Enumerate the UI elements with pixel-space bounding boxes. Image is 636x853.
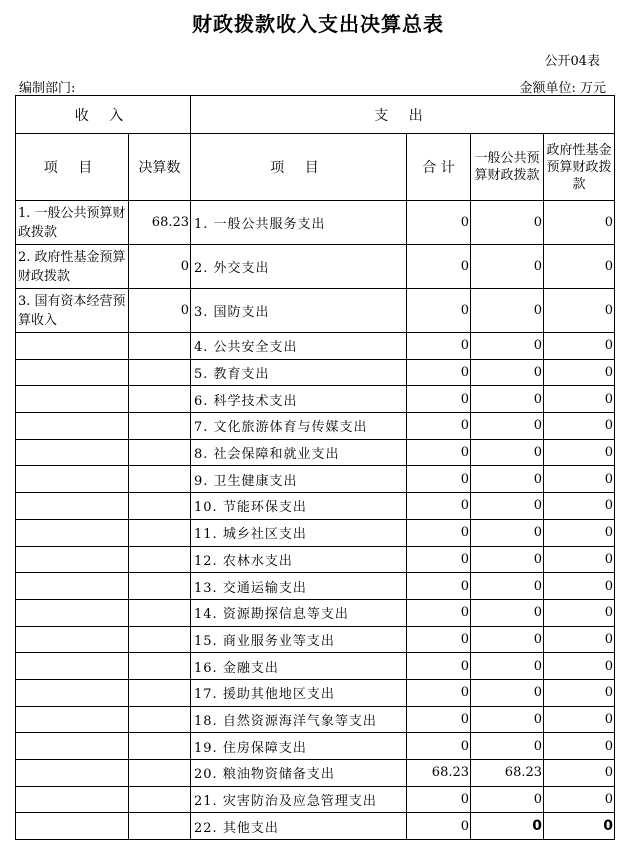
income-value-cell	[129, 386, 191, 413]
income-value-cell	[129, 413, 191, 440]
income-value-cell	[129, 599, 191, 626]
income-value-cell	[129, 679, 191, 706]
expense-fund-cell: 0	[544, 626, 615, 653]
header-row-2	[16, 134, 615, 201]
table-row	[16, 813, 615, 840]
table-row	[16, 466, 615, 493]
expense-item-cell: 21. 灾害防治及应急管理支出	[191, 786, 407, 813]
income-value-cell	[129, 439, 191, 466]
table-row	[16, 519, 615, 546]
expense-fund-cell: 0	[544, 733, 615, 760]
expense-general-cell: 0	[471, 546, 544, 573]
expense-general-cell: 0	[471, 439, 544, 466]
income-value-cell	[129, 493, 191, 520]
expense-general-cell: 0	[471, 386, 544, 413]
expense-general-cell: 0	[471, 519, 544, 546]
expense-item-cell: 6. 科学技术支出	[191, 386, 407, 413]
income-item-cell	[16, 413, 129, 440]
table-row	[16, 359, 615, 386]
expense-general-cell: 0	[471, 599, 544, 626]
header-row-1	[16, 96, 615, 134]
expense-general-cell: 0	[471, 289, 544, 333]
expense-general-cell: 0	[471, 413, 544, 440]
expense-total-cell: 0	[407, 653, 471, 680]
table-row	[16, 201, 615, 245]
expense-general-cell: 0	[471, 813, 544, 840]
income-item-cell	[16, 493, 129, 520]
expense-total-cell: 0	[407, 813, 471, 840]
form-number: 公开04表	[544, 54, 600, 69]
page-title: 财政拨款收入支出决算总表	[192, 12, 444, 36]
income-value-cell	[129, 359, 191, 386]
table-row	[16, 289, 615, 333]
expense-fund-cell: 0	[544, 679, 615, 706]
table-row	[16, 439, 615, 466]
expense-general-cell: 0	[471, 626, 544, 653]
table-row	[16, 706, 615, 733]
income-item-cell	[16, 546, 129, 573]
income-item-cell	[16, 599, 129, 626]
expense-item-cell: 22. 其他支出	[191, 813, 407, 840]
expense-item-cell: 14. 资源勘探信息等支出	[191, 599, 407, 626]
expense-item-cell: 11. 城乡社区支出	[191, 519, 407, 546]
income-value-cell	[129, 333, 191, 360]
expense-total-cell: 0	[407, 786, 471, 813]
income-value-cell: 0	[129, 289, 191, 333]
table-row	[16, 733, 615, 760]
expense-fund-cell: 0	[544, 786, 615, 813]
expense-general-cell: 0	[471, 679, 544, 706]
table-row	[16, 573, 615, 600]
expense-fund-cell: 0	[544, 653, 615, 680]
expense-item-cell: 12. 农林水支出	[191, 546, 407, 573]
expense-total-cell: 0	[407, 359, 471, 386]
expense-item-cell: 13. 交通运输支出	[191, 573, 407, 600]
expense-fund-cell: 0	[544, 289, 615, 333]
expense-item-cell: 7. 文化旅游体育与传媒支出	[191, 413, 407, 440]
income-value-cell	[129, 546, 191, 573]
income-value-cell	[129, 466, 191, 493]
income-item-cell	[16, 333, 129, 360]
expense-general-cell: 0	[471, 573, 544, 600]
table-row	[16, 786, 615, 813]
table-row	[16, 653, 615, 680]
expense-fund-cell: 0	[544, 493, 615, 520]
income-header: 收 入	[16, 96, 191, 134]
income-value-cell	[129, 706, 191, 733]
dept-label: 编制部门:	[19, 81, 76, 96]
expense-fund-cell: 0	[544, 245, 615, 289]
expense-total-cell: 0	[407, 599, 471, 626]
income-item-cell: 1. 一般公共预算财政拨款	[16, 201, 129, 245]
income-item-cell	[16, 519, 129, 546]
table-row	[16, 760, 615, 787]
table-row	[16, 679, 615, 706]
expense-total-cell: 0	[407, 573, 471, 600]
table-row	[16, 333, 615, 360]
expense-total-cell: 0	[407, 679, 471, 706]
expense-total-cell: 0	[407, 386, 471, 413]
general-budget-header: 一般公共预算财政拨款	[471, 134, 544, 201]
expense-total-cell: 0	[407, 546, 471, 573]
table-row	[16, 245, 615, 289]
expense-general-cell: 0	[471, 733, 544, 760]
income-value-cell	[129, 626, 191, 653]
expense-total-cell: 0	[407, 289, 471, 333]
income-value-cell: 0	[129, 245, 191, 289]
expense-total-cell: 0	[407, 519, 471, 546]
expense-fund-cell: 0	[544, 599, 615, 626]
expense-item-cell: 20. 粮油物资储备支出	[191, 760, 407, 787]
expense-fund-cell: 0	[544, 519, 615, 546]
table-row	[16, 626, 615, 653]
expense-total-cell: 0	[407, 493, 471, 520]
expense-total-cell: 0	[407, 733, 471, 760]
expense-fund-cell: 0	[544, 386, 615, 413]
expense-general-cell: 0	[471, 653, 544, 680]
income-item-cell: 3. 国有资本经营预算收入	[16, 289, 129, 333]
expense-item-cell: 17. 援助其他地区支出	[191, 679, 407, 706]
income-value-cell	[129, 519, 191, 546]
expense-total-cell: 0	[407, 466, 471, 493]
unit-label: 金额单位: 万元	[519, 81, 606, 96]
expense-total-cell: 0	[407, 245, 471, 289]
expense-item-cell: 4. 公共安全支出	[191, 333, 407, 360]
expense-total-cell: 0	[407, 626, 471, 653]
income-item-cell	[16, 733, 129, 760]
expense-header: 支 出	[191, 96, 615, 134]
income-value-cell	[129, 653, 191, 680]
expense-fund-cell: 0	[544, 359, 615, 386]
expense-item-cell: 9. 卫生健康支出	[191, 466, 407, 493]
expense-item-cell: 10. 节能环保支出	[191, 493, 407, 520]
expense-general-cell: 68.23	[471, 760, 544, 787]
expense-item-cell: 2. 外交支出	[191, 245, 407, 289]
expense-total-cell: 0	[407, 706, 471, 733]
expense-fund-cell: 0	[544, 573, 615, 600]
expense-fund-cell: 0	[544, 813, 615, 840]
income-item-header: 项 目	[16, 134, 129, 201]
expense-total-cell: 0	[407, 439, 471, 466]
income-item-cell	[16, 760, 129, 787]
expense-item-cell: 3. 国防支出	[191, 289, 407, 333]
expense-total-cell: 0	[407, 333, 471, 360]
table-row	[16, 546, 615, 573]
income-item-cell: 2. 政府性基金预算财政拨款	[16, 245, 129, 289]
expense-fund-cell: 0	[544, 546, 615, 573]
income-item-cell	[16, 386, 129, 413]
expense-general-cell: 0	[471, 359, 544, 386]
income-value-cell	[129, 733, 191, 760]
income-item-cell	[16, 786, 129, 813]
gov-fund-header: 政府性基金预算财政拨款	[544, 134, 615, 201]
summary-table	[15, 95, 615, 840]
expense-general-cell: 0	[471, 466, 544, 493]
table-row	[16, 386, 615, 413]
table-row	[16, 493, 615, 520]
income-item-cell	[16, 813, 129, 840]
expense-item-cell: 5. 教育支出	[191, 359, 407, 386]
expense-general-cell: 0	[471, 201, 544, 245]
expense-fund-cell: 0	[544, 333, 615, 360]
table-row	[16, 413, 615, 440]
expense-item-header: 项 目	[191, 134, 407, 201]
expense-item-cell: 15. 商业服务业等支出	[191, 626, 407, 653]
expense-fund-cell: 0	[544, 466, 615, 493]
income-value-cell: 68.23	[129, 201, 191, 245]
income-item-cell	[16, 359, 129, 386]
expense-general-cell: 0	[471, 245, 544, 289]
expense-general-cell: 0	[471, 333, 544, 360]
expense-fund-cell: 0	[544, 413, 615, 440]
expense-general-cell: 0	[471, 493, 544, 520]
income-item-cell	[16, 679, 129, 706]
income-value-cell	[129, 760, 191, 787]
income-item-cell	[16, 626, 129, 653]
income-value-cell	[129, 786, 191, 813]
expense-fund-cell: 0	[544, 760, 615, 787]
expense-general-cell: 0	[471, 786, 544, 813]
income-value-cell	[129, 573, 191, 600]
expense-total-cell: 0	[407, 413, 471, 440]
expense-general-cell: 0	[471, 706, 544, 733]
expense-fund-cell: 0	[544, 439, 615, 466]
expense-item-cell: 18. 自然资源海洋气象等支出	[191, 706, 407, 733]
expense-item-cell: 16. 金融支出	[191, 653, 407, 680]
expense-fund-cell: 0	[544, 201, 615, 245]
expense-total-cell: 0	[407, 201, 471, 245]
income-item-cell	[16, 706, 129, 733]
total-header: 合 计	[407, 134, 471, 201]
table-row	[16, 599, 615, 626]
expense-total-cell: 68.23	[407, 760, 471, 787]
income-item-cell	[16, 653, 129, 680]
expense-item-cell: 1. 一般公共服务支出	[191, 201, 407, 245]
expense-item-cell: 19. 住房保障支出	[191, 733, 407, 760]
final-amount-header: 决算数	[129, 134, 191, 201]
income-item-cell	[16, 466, 129, 493]
income-item-cell	[16, 573, 129, 600]
expense-fund-cell: 0	[544, 706, 615, 733]
income-item-cell	[16, 439, 129, 466]
expense-item-cell: 8. 社会保障和就业支出	[191, 439, 407, 466]
income-value-cell	[129, 813, 191, 840]
